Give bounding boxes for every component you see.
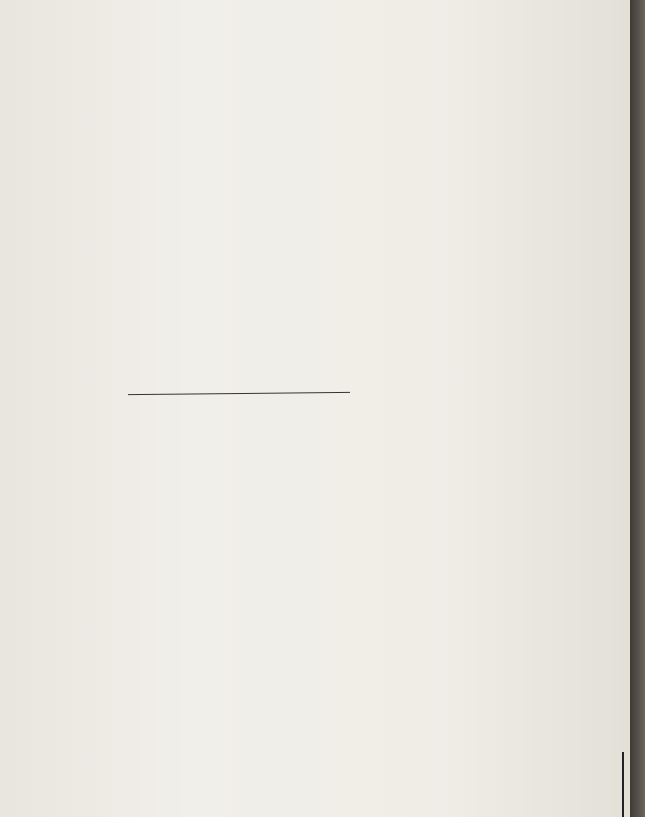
margin-pen-mark — [622, 752, 624, 817]
handwritten-underline — [128, 392, 350, 395]
page-edge-shadow — [630, 0, 645, 817]
